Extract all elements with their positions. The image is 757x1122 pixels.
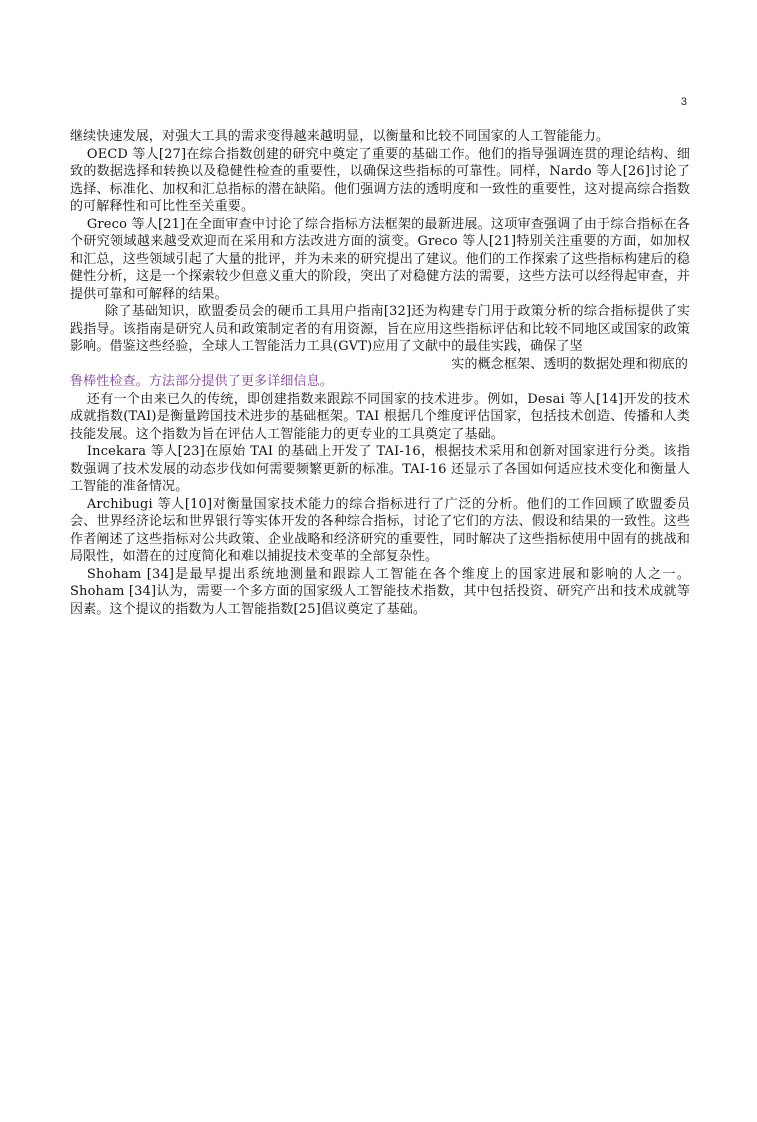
paragraph-continuation: 继续快速发展，对强大工具的需求变得越来越明显，以衡量和比较不同国家的人工智能能力。: [70, 129, 610, 144]
paragraph-greco: Greco 等人[21]在全面审查中讨论了综合指标方法框架的最新进展。这项审查强调了由于综合指标在各个研究领域越来越受欢迎而在采用和方法改进方面的演变。Greco 等人[21]特别关注重要的方面，如加权和汇总，这些领域引起了大量的批评，并为未来的研究提出了建议。他们的工作探索了这些指标构建后的稳健性分析，这是一个探索较少但意义重大的阶段，突出了对稳健方法的需要，这些方法可以经得起审查，并提供可靠和可解释的结果。: [70, 216, 690, 302]
paragraph-methods-note: 鲁棒性检查。方法部分提供了更多详细信息。: [70, 374, 334, 389]
paragraph-archibugi: Archibugi 等人[10]对衡量国家技术能力的综合指标进行了广泛的分析。他们的工作回顾了欧盟委员会、世界经济论坛和世界银行等实体开发的各种综合指标，讨论了它们的方法、假设和结果的一致性。这些作者阐述了这些指标对公共政策、企业战略和经济研究的重要性，同时解决了这些指标使用中固有的挑战和局限性，如潜在的过度简化和难以捕捉技术变革的全部复杂性。: [70, 496, 690, 564]
paragraph-eu-coin-tool: 除了基础知识，欧盟委员会的硬币工具用户指南[32]还为构建专门用于政策分析的综合指标提供了实践指导。该指南是研究人员和政策制定者的有用资源，旨在应用这些指标评估和比较不同地区或国家的政策影响。借鉴这些经验，全球人工智能活力工具(GVT)应用了文献中的最佳实践，确保了坚: [70, 304, 690, 354]
document-body: [70, 128, 690, 618]
paragraph-desai-tai: 还有一个由来已久的传统，即创建指数来跟踪不同国家的技术进步。例如，Desai 等人[14]开发的技术成就指数(TAI)是衡量跨国技术进步的基础框架。TAI 根据几个维度评估国家，包括技术创造、传播和人类技能发展。这个指数为旨在评估人工智能能力的更专业的工具奠定了基础。: [70, 391, 690, 442]
page-number: 3: [680, 96, 687, 108]
paragraph-oecd: OECD 等人[27]在综合指数创建的研究中奠定了重要的基础工作。他们的指导强调连贯的理论结构、细致的数据选择和转换以及稳健性检查的重要性，以确保这些指标的可靠性。同样，Nardo 等人[26]讨论了选择、标准化、加权和汇总指标的潜在缺陷。他们强调方法的透明度和一致性的重要性，这对提高综合指数的可解释性和可比性至关重要。: [70, 146, 690, 214]
paragraph-shoham: Shoham [34]是最早提出系统地测量和跟踪人工智能在各个维度上的国家进展和影响的人之一。Shoham [34]认为，需要一个多方面的国家级人工智能技术指数，其中包括投资、研究产出和技术成就等因素。这个提议的指数为人工智能指数[25]倡议奠定了基础。: [70, 566, 690, 617]
paragraph-eu-coin-tool-tail: 实的概念框架、透明的数据处理和彻底的: [451, 356, 688, 372]
paragraph-incekara: Incekara 等人[23]在原始 TAI 的基础上开发了 TAI-16，根据技术采用和创新对国家进行分类。该指数强调了技术发展的动态步伐如何需要频繁更新的标准。TAI-16 还显示了各国如何适应技术变化和衡量人工智能的准备情况。: [70, 444, 690, 494]
